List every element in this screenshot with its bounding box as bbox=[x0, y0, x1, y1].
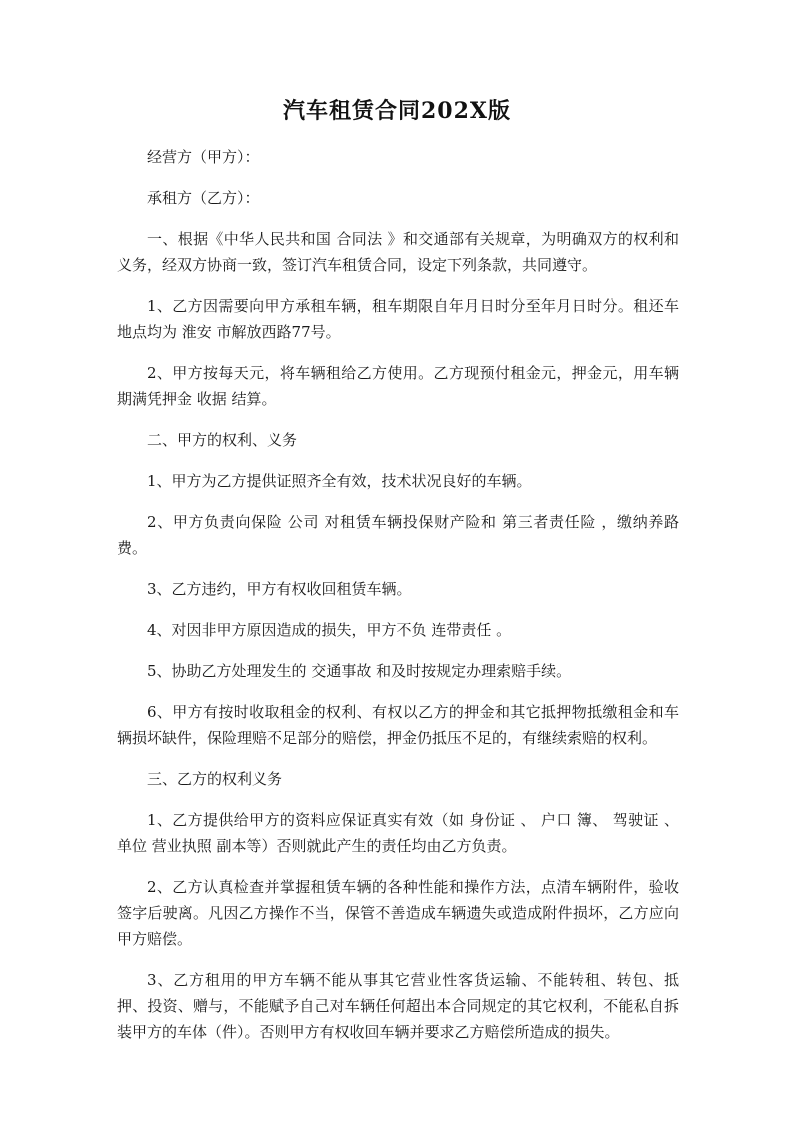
section-heading-party-b: 三、乙方的权利义务 bbox=[147, 770, 283, 788]
clause-3-1: 1、乙方提供给甲方的资料应保证真实有效（如 身份证 、 户口 簿、 驾驶证 、单位 营业执照 副本等）否则就此产生的责任均由乙方负责。 bbox=[117, 811, 679, 855]
clause-intro: 一、根据《中华人民共和国 合同法 》和交通部有关规章，为明确双方的权利和义务，经双方协商一致，签订汽车租赁合同，设定下列条款，共同遵守。 bbox=[117, 230, 679, 274]
section-heading-party-a: 二、甲方的权利、义务 bbox=[147, 431, 298, 449]
clause-1-2: 2、甲方按每天元，将车辆租给乙方使用。乙方现预付租金元，押金元，用车辆期满凭押金 收据 结算。 bbox=[117, 364, 679, 408]
clause-2-5: 5、协助乙方处理发生的 交通事故 和及时按规定办理索赔手续。 bbox=[147, 662, 572, 680]
clause-2-3: 3、乙方违约，甲方有权收回租赁车辆。 bbox=[147, 580, 412, 598]
clause-2-4: 4、对因非甲方原因造成的损失，甲方不负 连带责任 。 bbox=[147, 621, 512, 639]
party-a-line: 经营方（甲方）： bbox=[147, 148, 260, 166]
clause-3-3: 3、乙方租用的甲方车辆不能从事其它营业性客货运输、不能转租、转包、抵押、投资、赠与，不能赋予自己对车辆任何超出本合同规定的其它权利，不能私自拆装甲方的车体（件）。否则甲方有权收回车辆并要求乙方赔偿所造成的损失。 bbox=[117, 971, 679, 1041]
clause-2-1: 1、甲方为乙方提供证照齐全有效，技术状况良好的车辆。 bbox=[147, 472, 532, 490]
document-title: 汽车租赁合同202X版 bbox=[283, 98, 511, 124]
clause-2-6: 6、甲方有按时收取租金的权利、有权以乙方的押金和其它抵押物抵缴租金和车辆损坏缺件，保险理赔不足部分的赔偿，押金仍抵压不足的，有继续索赔的权利。 bbox=[117, 703, 679, 747]
clause-3-2: 2、乙方认真检查并掌握租赁车辆的各种性能和操作方法，点清车辆附件，验收签字后驶离。凡因乙方操作不当，保管不善造成车辆遗失或造成附件损坏，乙方应向甲方赔偿。 bbox=[117, 878, 679, 948]
clause-2-2: 2、甲方负责向保险 公司 对租赁车辆投保财产险和 第三者责任险 ，缴纳养路费。 bbox=[117, 513, 679, 557]
party-b-line: 承租方（乙方）： bbox=[147, 189, 260, 207]
clause-1-1: 1、乙方因需要向甲方承租车辆，租车期限自年月日时分至年月日时分。租还车地点均为 淮安 市解放西路77号。 bbox=[117, 297, 679, 341]
document-body bbox=[117, 144, 679, 1060]
